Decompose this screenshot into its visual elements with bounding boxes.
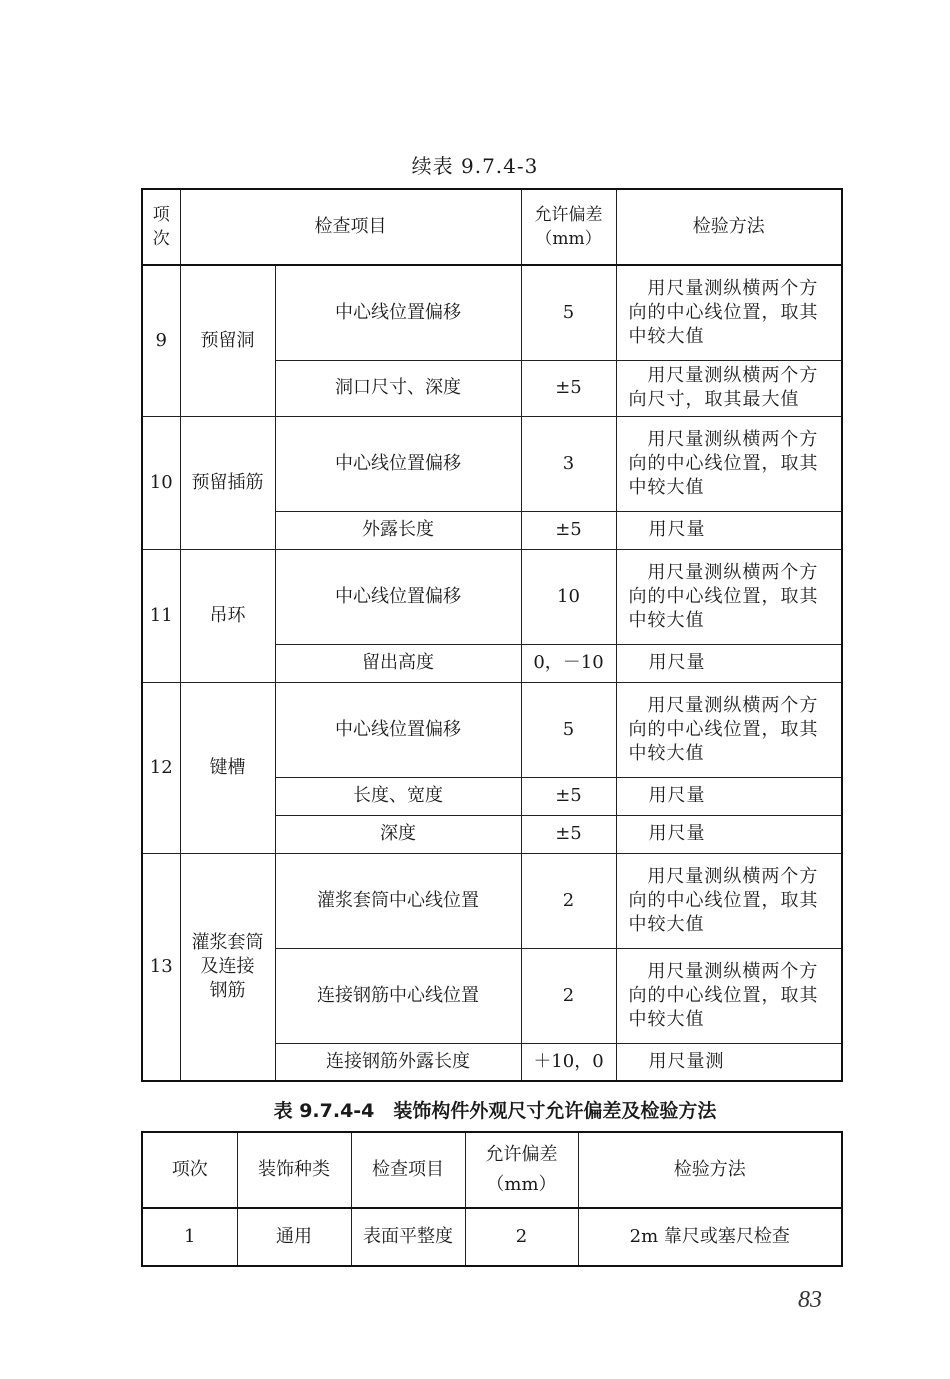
check-method: 用尺量 <box>616 777 842 815</box>
check-method: 用尺量测纵横两个方向尺寸，取其最大值 <box>616 360 842 416</box>
tolerance-value: 3 <box>521 416 616 511</box>
check-item: 连接钢筋中心线位置 <box>275 948 521 1043</box>
row-no: 1 <box>142 1208 237 1266</box>
tolerance-table-continued <box>141 188 843 1082</box>
tolerance-value: 10 <box>521 549 616 644</box>
check-item: 灌浆套筒中心线位置 <box>275 853 521 948</box>
header-tolerance: 允许偏差 （mm） <box>521 189 616 265</box>
tolerance-value: 5 <box>521 265 616 360</box>
check-method: 用尺量测纵横两个方向的中心线位置，取其中较大值 <box>616 265 842 360</box>
check-item: 表面平整度 <box>351 1208 465 1266</box>
tolerance-value: 2 <box>521 948 616 1043</box>
row-category: 键槽 <box>180 682 275 853</box>
table2-caption: 表 9.7.4-4 装饰构件外观尺寸允许偏差及检验方法 <box>273 1100 717 1122</box>
check-method: 用尺量测纵横两个方向的中心线位置，取其中较大值 <box>616 853 842 948</box>
check-method: 用尺量 <box>616 815 842 853</box>
check-item: 深度 <box>275 815 521 853</box>
tolerance-value: ＋10，0 <box>521 1043 616 1081</box>
check-item: 留出高度 <box>275 644 521 682</box>
check-method: 用尺量 <box>616 511 842 549</box>
tolerance-value: 5 <box>521 682 616 777</box>
row-category: 吊环 <box>180 549 275 682</box>
check-item: 外露长度 <box>275 511 521 549</box>
check-method: 2m 靠尺或塞尺检查 <box>578 1208 842 1266</box>
header-item: 检查项目 <box>180 189 521 265</box>
tolerance-value: ±5 <box>521 511 616 549</box>
check-item: 中心线位置偏移 <box>275 549 521 644</box>
row-category: 预留洞 <box>180 265 275 416</box>
header-method: 检验方法 <box>578 1132 842 1208</box>
page-number: 83 <box>798 1287 822 1313</box>
row-category: 灌浆套筒 及连接 钢筋 <box>180 853 275 1081</box>
header-type: 装饰种类 <box>237 1132 351 1208</box>
row-no: 11 <box>142 549 180 682</box>
tolerance-value: 2 <box>465 1208 578 1266</box>
tolerance-value: 2 <box>521 853 616 948</box>
row-category: 预留插筋 <box>180 416 275 549</box>
tolerance-value: ±5 <box>521 360 616 416</box>
check-method: 用尺量测纵横两个方向的中心线位置，取其中较大值 <box>616 416 842 511</box>
row-no: 9 <box>142 265 180 416</box>
table1-caption: 续表 9.7.4-3 <box>411 154 539 178</box>
header-no: 项 次 <box>142 189 180 265</box>
row-no: 12 <box>142 682 180 853</box>
check-item: 连接钢筋外露长度 <box>275 1043 521 1081</box>
row-no: 13 <box>142 853 180 1081</box>
check-item: 中心线位置偏移 <box>275 682 521 777</box>
row-no: 10 <box>142 416 180 549</box>
check-item: 中心线位置偏移 <box>275 265 521 360</box>
check-item: 长度、宽度 <box>275 777 521 815</box>
header-no: 项次 <box>142 1132 237 1208</box>
check-item: 洞口尺寸、深度 <box>275 360 521 416</box>
tolerance-value: 0，－10 <box>521 644 616 682</box>
check-item: 中心线位置偏移 <box>275 416 521 511</box>
decoration-type: 通用 <box>237 1208 351 1266</box>
check-method: 用尺量测纵横两个方向的中心线位置，取其中较大值 <box>616 948 842 1043</box>
check-method: 用尺量测纵横两个方向的中心线位置，取其中较大值 <box>616 549 842 644</box>
check-method: 用尺量测纵横两个方向的中心线位置，取其中较大值 <box>616 682 842 777</box>
tolerance-value: ±5 <box>521 815 616 853</box>
check-method: 用尺量测 <box>616 1043 842 1081</box>
check-method: 用尺量 <box>616 644 842 682</box>
header-method: 检验方法 <box>616 189 842 265</box>
header-tolerance: 允许偏差 （mm） <box>465 1132 578 1208</box>
tolerance-value: ±5 <box>521 777 616 815</box>
header-item: 检查项目 <box>351 1132 465 1208</box>
decorative-component-table <box>141 1131 843 1267</box>
